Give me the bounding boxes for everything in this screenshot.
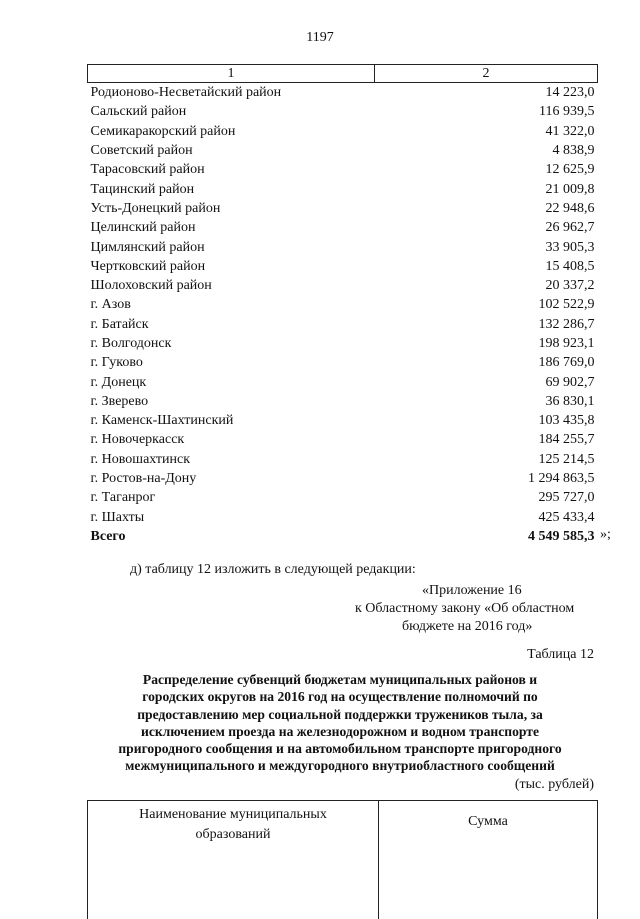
amount: 33 905,3 bbox=[375, 237, 598, 256]
table-row bbox=[88, 488, 598, 507]
table-row bbox=[88, 295, 598, 314]
sum-column-header: Сумма bbox=[379, 801, 598, 919]
title-line: пригородного сообщения и на автомобильном транспорте пригородного bbox=[90, 740, 590, 757]
municipality-name: г. Таганрог bbox=[88, 488, 375, 507]
table-row bbox=[88, 469, 598, 488]
table-header-row bbox=[88, 65, 598, 83]
table-row bbox=[88, 199, 598, 218]
municipality-name: Тарасовский район bbox=[88, 160, 375, 179]
header-line: образований bbox=[88, 825, 378, 845]
municipality-name: г. Шахты bbox=[88, 508, 375, 527]
subsidy-table bbox=[87, 64, 598, 546]
total-row bbox=[88, 527, 598, 546]
amount: 69 902,7 bbox=[375, 372, 598, 391]
table-row bbox=[88, 334, 598, 353]
table-row bbox=[88, 83, 598, 103]
unit-label: (тыс. рублей) bbox=[515, 777, 594, 793]
table-row bbox=[88, 450, 598, 469]
amount: 132 286,7 bbox=[375, 315, 598, 334]
municipality-name: Усть-Донецкий район bbox=[88, 199, 375, 218]
table-label: Таблица 12 bbox=[527, 647, 594, 663]
table-row bbox=[88, 141, 598, 160]
total-amount: 4 549 585,3 bbox=[375, 527, 598, 546]
column-header-2: 2 bbox=[375, 65, 598, 83]
title-line: межмуниципального и междугородного внутриобластного сообщений bbox=[90, 757, 590, 774]
total-label: Всего bbox=[88, 527, 375, 546]
table-row bbox=[88, 160, 598, 179]
amount: 103 435,8 bbox=[375, 411, 598, 430]
title-line: Распределение субвенций бюджетам муниципальных районов и bbox=[90, 671, 590, 688]
name-column-header bbox=[88, 801, 379, 919]
amount: 425 433,4 bbox=[375, 508, 598, 527]
title-line: исключением проезда на железнодорожном и водном транспорте bbox=[90, 723, 590, 740]
municipality-name: г. Новошахтинск bbox=[88, 450, 375, 469]
municipality-name: Шолоховский район bbox=[88, 276, 375, 295]
municipality-name: г. Донецк bbox=[88, 372, 375, 391]
amount: 26 962,7 bbox=[375, 218, 598, 237]
column-header-1: 1 bbox=[88, 65, 375, 83]
table-row bbox=[88, 508, 598, 527]
municipality-name: Сальский район bbox=[88, 102, 375, 121]
table-row bbox=[88, 353, 598, 372]
municipality-name: Цимлянский район bbox=[88, 237, 375, 256]
appendix-reference bbox=[350, 582, 600, 636]
table-row bbox=[88, 315, 598, 334]
amount: 21 009,8 bbox=[375, 179, 598, 198]
amount: 15 408,5 bbox=[375, 257, 598, 276]
municipality-name: Семикаракорский район bbox=[88, 122, 375, 141]
table-row bbox=[88, 276, 598, 295]
amount: 36 830,1 bbox=[375, 392, 598, 411]
amount: 22 948,6 bbox=[375, 199, 598, 218]
amount: 125 214,5 bbox=[375, 450, 598, 469]
municipality-name: г. Батайск bbox=[88, 315, 375, 334]
municipality-name: г. Каменск-Шахтинский bbox=[88, 411, 375, 430]
closing-quote: »; bbox=[600, 527, 611, 543]
municipality-name: Целинский район bbox=[88, 218, 375, 237]
header-line: Наименование муниципальных bbox=[88, 805, 378, 825]
appendix-line: бюджете на 2016 год» bbox=[350, 618, 600, 636]
title-line: городских округов на 2016 год на осуществление полномочий по bbox=[90, 688, 590, 705]
table-row bbox=[88, 257, 598, 276]
table-row bbox=[88, 430, 598, 449]
table-row bbox=[88, 411, 598, 430]
municipality-name: Советский район bbox=[88, 141, 375, 160]
table-row bbox=[88, 392, 598, 411]
amount: 102 522,9 bbox=[375, 295, 598, 314]
amendment-instruction: д) таблицу 12 изложить в следующей редакции: bbox=[130, 562, 416, 578]
amount: 4 838,9 bbox=[375, 141, 598, 160]
table-row bbox=[88, 122, 598, 141]
municipality-name: г. Волгодонск bbox=[88, 334, 375, 353]
table-row bbox=[88, 102, 598, 121]
amount: 12 625,9 bbox=[375, 160, 598, 179]
title-line: предоставлению мер социальной поддержки тружеников тыла, за bbox=[90, 706, 590, 723]
municipality-name: г. Зверево bbox=[88, 392, 375, 411]
page-number: 1197 bbox=[0, 30, 640, 46]
table-row bbox=[88, 179, 598, 198]
amount: 184 255,7 bbox=[375, 430, 598, 449]
amount: 295 727,0 bbox=[375, 488, 598, 507]
amount: 14 223,0 bbox=[375, 83, 598, 103]
amount: 116 939,5 bbox=[375, 102, 598, 121]
appendix-line: «Приложение 16 bbox=[350, 582, 600, 600]
municipality-name: Родионово-Несветайский район bbox=[88, 83, 375, 103]
municipality-name: Тацинский район bbox=[88, 179, 375, 198]
table-row bbox=[88, 237, 598, 256]
amount: 198 923,1 bbox=[375, 334, 598, 353]
municipality-name: г. Азов bbox=[88, 295, 375, 314]
municipality-name: г. Гуково bbox=[88, 353, 375, 372]
municipality-name: Чертковский район bbox=[88, 257, 375, 276]
new-table bbox=[87, 800, 598, 919]
amount: 41 322,0 bbox=[375, 122, 598, 141]
appendix-line: к Областному закону «Об областном bbox=[350, 600, 600, 618]
municipality-name: г. Ростов-на-Дону bbox=[88, 469, 375, 488]
table-title bbox=[90, 671, 590, 775]
table-row bbox=[88, 372, 598, 391]
municipality-name: г. Новочеркасск bbox=[88, 430, 375, 449]
amount: 1 294 863,5 bbox=[375, 469, 598, 488]
table-header-row bbox=[88, 801, 598, 919]
table-row bbox=[88, 218, 598, 237]
amount: 20 337,2 bbox=[375, 276, 598, 295]
amount: 186 769,0 bbox=[375, 353, 598, 372]
